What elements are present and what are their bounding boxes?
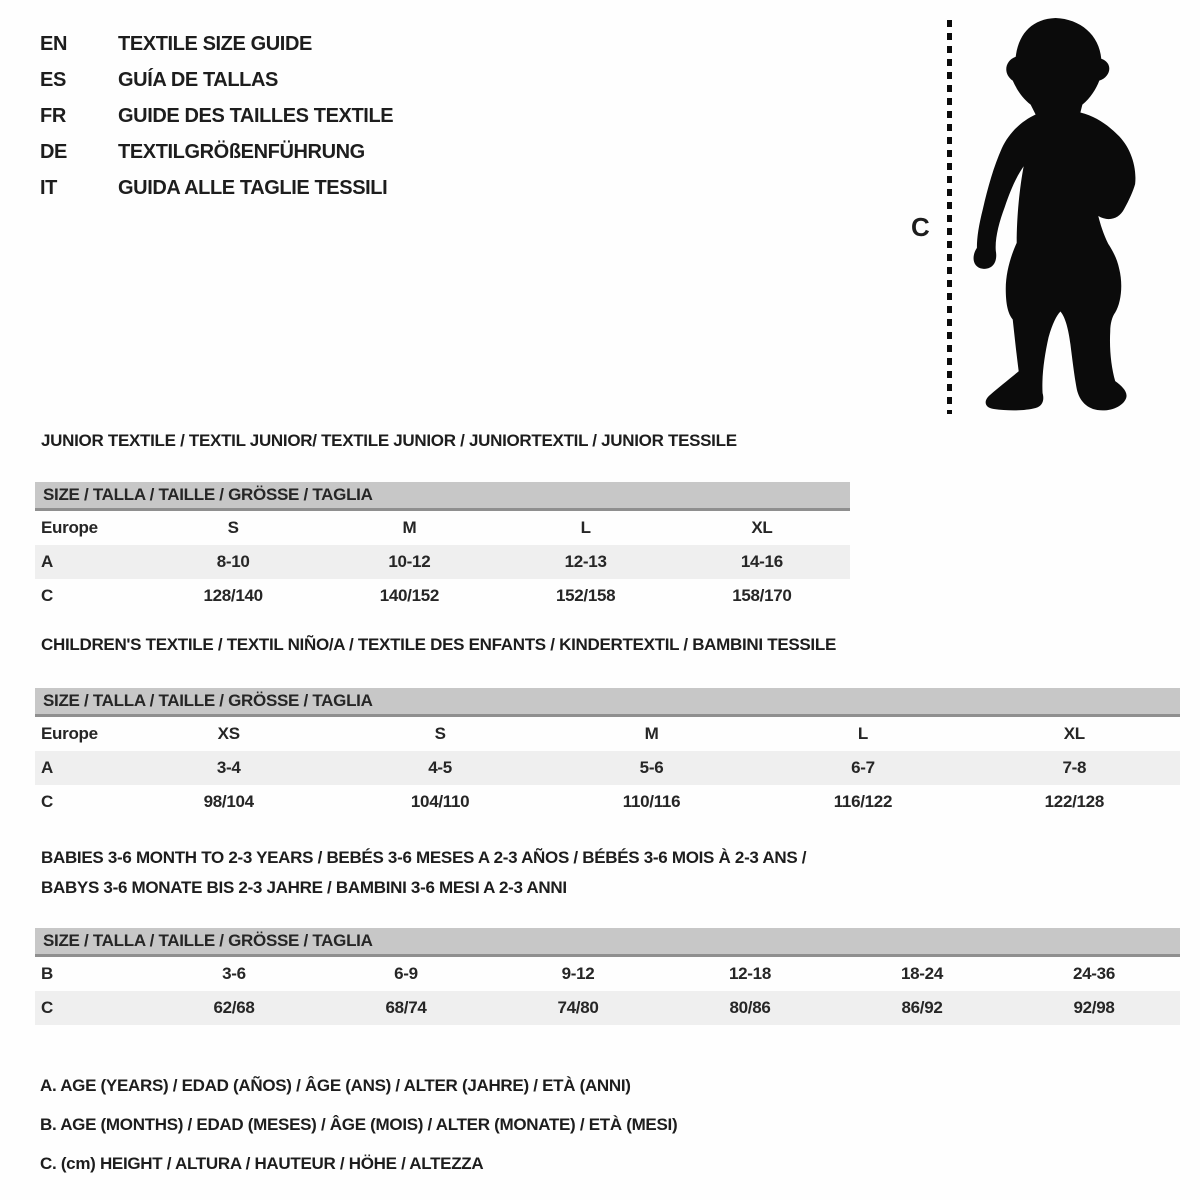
size-table [35,717,1180,819]
language-code: IT [40,176,57,199]
table-row [35,785,1180,819]
row-cell: 12-13 [564,552,607,571]
size-table [35,957,1180,1025]
table-row [35,751,1180,785]
section-title: BABIES 3-6 MONTH TO 2-3 YEARS / BEBÉS 3-6 MESES A 2-3 AÑOS / BÉBÉS 3-6 MOIS À 2-3 ANS / [41,848,807,867]
section-title-wrap [35,430,850,452]
language-title: GUIDE DES TAILLES TEXTILE [118,104,394,127]
language-title: GUÍA DE TALLAS [118,68,278,91]
language-code: EN [40,32,67,55]
row-cell: 18-24 [901,964,943,983]
row-cell: 7-8 [1062,758,1087,777]
row-cell: 24-36 [1073,964,1115,983]
section-title-wrap [35,843,1180,903]
row-cell: 140/152 [379,586,440,605]
row-cell: 68/74 [385,998,427,1017]
row-cell: 74/80 [557,998,599,1017]
section-title: JUNIOR TEXTILE / TEXTIL JUNIOR/ TEXTILE JUNIOR / JUNIORTEXTIL / JUNIOR TESSILE [41,431,737,450]
row-cell: 152/158 [555,586,616,605]
row-label: A [41,758,53,777]
height-figure [905,14,1160,420]
language-title: TEXTILGRÖßENFÜHRUNG [118,140,365,163]
legend-line: C. (cm) HEIGHT / ALTURA / HAUTEUR / HÖHE / ALTEZZA [40,1154,484,1173]
language-row [40,26,393,62]
table-row [35,511,850,545]
size-header-bar: SIZE / TALLA / TAILLE / GRÖSSE / TAGLIA [35,928,1180,957]
row-cell: 6-9 [394,964,418,983]
table-row [35,545,850,579]
row-cell: 122/128 [1044,792,1104,811]
language-list [40,26,393,206]
row-cell: 12-18 [729,964,771,983]
row-label: Europe [41,518,98,537]
table-row [35,991,1180,1025]
toddler-silhouette-icon [967,18,1147,416]
row-cell: 92/98 [1073,998,1115,1017]
row-cell: 5-6 [639,758,664,777]
row-cell: XL [751,518,773,537]
size-header-bar: SIZE / TALLA / TAILLE / GRÖSSE / TAGLIA [35,688,1180,717]
section-babies [35,843,1180,1025]
row-cell: 9-12 [561,964,595,983]
legend-line: A. AGE (YEARS) / EDAD (AÑOS) / ÂGE (ANS) / ALTER (JAHRE) / ETÀ (ANNI) [40,1076,631,1095]
language-row [40,62,393,98]
row-cell: 80/86 [729,998,771,1017]
language-title: GUIDA ALLE TAGLIE TESSILI [118,176,388,199]
size-header-bar: SIZE / TALLA / TAILLE / GRÖSSE / TAGLIA [35,482,850,511]
row-cell: XL [1063,724,1085,743]
height-label-c: C [911,212,930,242]
table-row [35,717,1180,751]
row-label: C [41,586,53,605]
row-cell: 62/68 [213,998,255,1017]
language-row [40,170,393,206]
row-cell: 104/110 [410,792,470,811]
height-dashed-line [947,20,952,414]
row-cell: M [644,724,659,743]
row-cell: 8-10 [216,552,250,571]
row-cell: S [227,518,239,537]
row-cell: S [434,724,446,743]
row-cell: 116/122 [833,792,893,811]
section-title-wrap [35,634,1180,656]
row-cell: 10-12 [388,552,431,571]
row-label: C [41,792,53,811]
language-row [40,134,393,170]
language-code: ES [40,68,66,91]
row-cell: 110/116 [622,792,681,811]
row-cell: 158/170 [732,586,792,605]
row-cell: 14-16 [740,552,783,571]
legend [40,1066,677,1183]
language-code: FR [40,104,66,127]
row-label: B [41,964,53,983]
language-row [40,98,393,134]
table-row [35,579,850,613]
row-cell: 98/104 [203,792,254,811]
row-cell: 6-7 [851,758,875,777]
table-row [35,957,1180,991]
section-junior [35,430,850,613]
row-label: Europe [41,724,98,743]
row-cell: 3-4 [216,758,241,777]
section-title: BABYS 3-6 MONATE BIS 2-3 JAHRE / BAMBINI 3-6 MESI A 2-3 ANNI [41,878,567,897]
language-code: DE [40,140,67,163]
row-cell: L [580,518,591,537]
section-title: CHILDREN'S TEXTILE / TEXTIL NIÑO/A / TEXTILE DES ENFANTS / KINDERTEXTIL / BAMBINI TESSILE [41,635,836,654]
language-title: TEXTILE SIZE GUIDE [118,32,312,55]
row-cell: XS [217,724,240,743]
row-cell: L [857,724,868,743]
size-table [35,511,850,613]
row-label: C [41,998,53,1017]
row-cell: 86/92 [901,998,943,1017]
section-children [35,634,1180,819]
row-cell: 4-5 [428,758,452,777]
row-cell: 128/140 [203,586,263,605]
row-cell: M [402,518,417,537]
row-cell: 3-6 [222,964,246,983]
legend-line: B. AGE (MONTHS) / EDAD (MESES) / ÂGE (MOIS) / ALTER (MONATE) / ETÀ (MESI) [40,1115,678,1134]
row-label: A [41,552,53,571]
